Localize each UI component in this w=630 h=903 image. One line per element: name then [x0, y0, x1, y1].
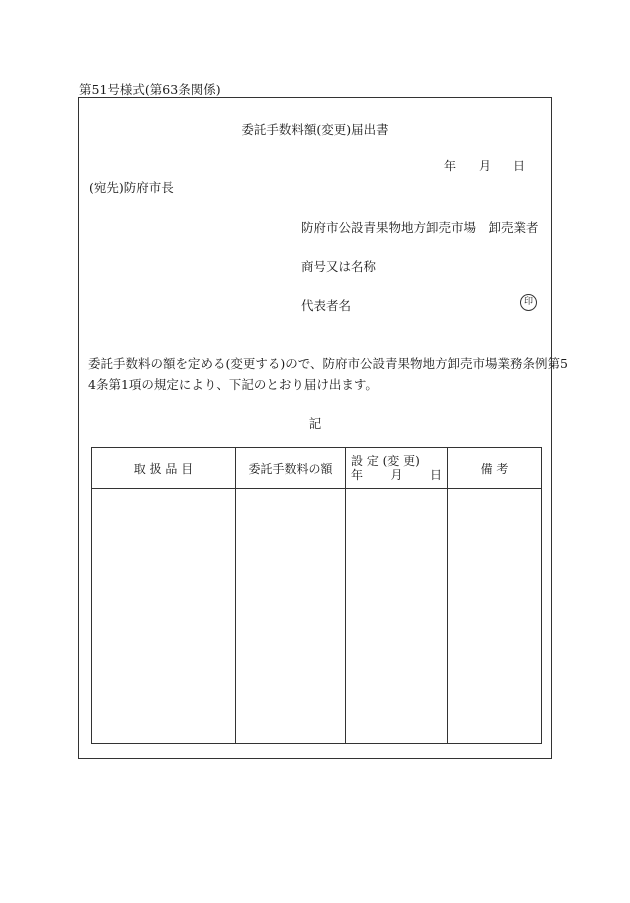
addressee: (宛先)防府市長	[89, 180, 174, 195]
header-commission-amount: 委託手数料の額	[236, 448, 346, 489]
header-date-row: 年 月 日	[351, 468, 442, 482]
date-month-label: 月	[479, 159, 492, 173]
applicant-market-line: 防府市公設青果物地方卸売市場 卸売業者	[301, 220, 539, 235]
header-handled-items: 取 扱 品 目	[92, 448, 236, 489]
cell-commission-amount[interactable]	[236, 489, 346, 744]
items-table	[91, 447, 542, 744]
body-line-2: 4条第1項の規定により、下記のとおり届け出ます。	[88, 377, 378, 392]
body-line-1: 委託手数料の額を定める(変更する)ので、防府市公設青果物地方卸売市場業務条例第5	[88, 356, 568, 371]
header-setting-date	[346, 448, 448, 489]
applicant-trade-name-label: 商号又は名称	[301, 259, 377, 274]
ki-heading: 記	[308, 416, 322, 431]
date-day-label: 日	[513, 159, 526, 173]
form-number: 第51号様式(第63条関係)	[79, 82, 221, 97]
header-remarks: 備 考	[448, 448, 542, 489]
body-paragraph	[88, 353, 568, 395]
applicant-representative-label: 代表者名	[301, 298, 352, 313]
cell-handled-items[interactable]	[92, 489, 236, 744]
cell-setting-date[interactable]	[346, 489, 448, 744]
cell-remarks[interactable]	[448, 489, 542, 744]
seal-mark: 印	[520, 294, 537, 311]
document-title: 委託手数料額(変更)届出書	[241, 122, 389, 137]
table-row	[92, 489, 542, 744]
header-setting-change: 設 定 (変 更)	[351, 454, 420, 468]
date-year-label: 年	[444, 159, 457, 173]
